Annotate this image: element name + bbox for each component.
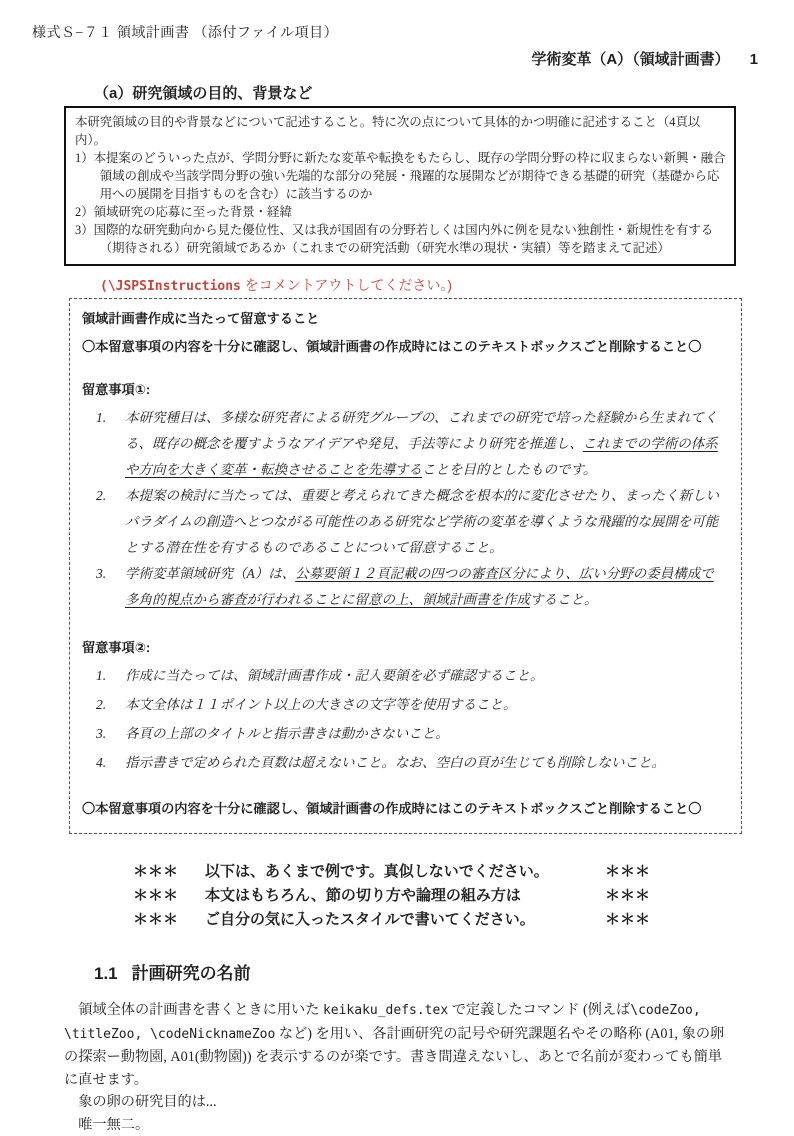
- notice2-item-1: 作成に当たっては、領域計画書作成・記入要領を必ず確認すること。: [96, 663, 727, 689]
- jsps-note-text: をコメントアウトしてください。): [241, 277, 452, 293]
- notice1-item-2: 本提案の検討に当たっては、重要と考えられてきた概念を根本的に変化させたり、まったく新しいパラダイムの創造へとつながる可能性のある研究など学術の変革を導くような飛躍的な展開を可能とする潜在性を有するものであることについて留意すること。: [96, 483, 727, 561]
- notice2-list: [82, 663, 727, 776]
- instruction-box: [64, 106, 736, 266]
- section-number: 1.1: [94, 964, 118, 983]
- section-1-1-heading: [94, 959, 762, 984]
- page-number: 1: [750, 51, 758, 68]
- notice-confirm-bottom: 〇本留意事項の内容を十分に確認し、領域計画書の作成時にはこのテキストボックスごと削除すること〇: [82, 798, 727, 817]
- example-disclaimer: [32, 860, 762, 929]
- notice1-list: [82, 405, 727, 613]
- stars-right: ＊＊＊: [605, 908, 661, 929]
- example-disclaimer-line-3: ＊＊＊ ご自分の気に入ったスタイルで書いてください。 ＊＊＊: [133, 908, 661, 929]
- instruction-intro: 本研究領域の目的や背景などについて記述すること。特に次の点について具体的かつ明確に記述すること（4頁以内）。: [75, 113, 726, 149]
- form-code-label: 様式Ｓ−７１ 領域計画書 （添付ファイル項目）: [32, 22, 762, 42]
- stars-right: ＊＊＊: [605, 884, 661, 905]
- tex-filename: keikaku_defs.tex: [323, 1003, 448, 1018]
- doc-title: 学術変革（A）（領域計画書）: [531, 51, 729, 68]
- notice2-item-4: 指示書きで定められた頁数は超えないこと。なお、空白の頁が生じても削除しないこと。: [96, 750, 727, 776]
- section-title: 計画研究の名前: [132, 964, 251, 983]
- instruction-item-2: 2）領域研究の応募に至った背景・経緯: [75, 203, 726, 221]
- jsps-comment-note: [100, 275, 762, 295]
- notice1-item-1: 本研究種目は、多様な研究者による研究グループの、これまでの研究で培った経験から生まれてくる、既存の概念を覆すようなアイデアや発見、手法等により研究を推進し、これまでの学術の体系や方向を大きく変革・転換させることを先導することを目的としたものです。: [96, 405, 727, 483]
- instruction-item-1: 1）本提案のどういった点が、学問分野に新たな変革や転換をもたらし、既存の学問分野の枠に収まらない新興・融合領域の創成や当該学問分野の強い先端的な部分の発展・飛躍的な展開などが期待できる基礎的研究（基礎から応用への展開を目指すものを含む）に該当するのか: [75, 149, 726, 203]
- stars-right: ＊＊＊: [605, 860, 661, 881]
- document-header-right: [32, 48, 762, 69]
- stars-left: ＊＊＊: [133, 860, 189, 881]
- notice-confirm-top: 〇本留意事項の内容を十分に確認し、領域計画書の作成時にはこのテキストボックスごと削除すること〇: [82, 336, 727, 355]
- body-line-3: 唯一無二。: [64, 1114, 732, 1136]
- body-line-2: 象の卵の研究目的は...: [64, 1091, 732, 1114]
- tex-command: \codeZoo,: [630, 1003, 700, 1018]
- notice-box-title: 領域計画書作成に当たって留意すること: [82, 308, 727, 327]
- notice1-item-3: 学術変革領域研究（A）は、公募要領１２頁記載の四つの審査区分により、広い分野の委員構成で多角的視点から審査が行われることに留意の上、領域計画書を作成すること。: [96, 561, 727, 613]
- notice1-label: 留意事項①:: [82, 379, 727, 398]
- example-disclaimer-line-2: ＊＊＊ 本文はもちろん、節の切り方や論理の組み方は ＊＊＊: [133, 884, 661, 905]
- example-disclaimer-line-1: ＊＊＊ 以下は、あくまで例です。真似しないでください。 ＊＊＊: [133, 860, 661, 881]
- stars-left: ＊＊＊: [133, 908, 189, 929]
- section-a-heading: （a）研究領域の目的、背景など: [94, 82, 762, 103]
- stars-left: ＊＊＊: [133, 884, 189, 905]
- notice2-item-3: 各頁の上部のタイトルと指示書きは動かさないこと。: [96, 721, 727, 747]
- tex-commands: \titleZoo, \codeNicknameZoo: [64, 1027, 275, 1042]
- body-paragraph: 領域全体の計画書を書くときに用いた keikaku_defs.tex で定義したコマンド (例えば\codeZoo, \titleZoo, \codeNicknameZoo など) を用い、各計画研究の記号や研究課題名やその略称 (A01, 象の卵の探索ー動物園, A01(動物園)) を表示するのが楽です。書き間違えないし、あとで名前が変わっても簡単に直せます。: [64, 999, 732, 1091]
- notice2-label: 留意事項②:: [82, 637, 727, 656]
- jsps-command-text: (\JSPSInstructions: [100, 279, 241, 294]
- notice2-item-2: 本文全体は１１ポイント以上の大きさの文字等を使用すること。: [96, 692, 727, 718]
- notice-text-box: [69, 298, 742, 834]
- instruction-item-3: 3）国際的な研究動向から見た優位性、又は我が国固有の分野若しくは国内外に例を見ない独創性・新規性を有する（期待される）研究領域であるか（これまでの研究活動（研究水準の現状・実績）等を踏まえて記述）: [75, 221, 726, 257]
